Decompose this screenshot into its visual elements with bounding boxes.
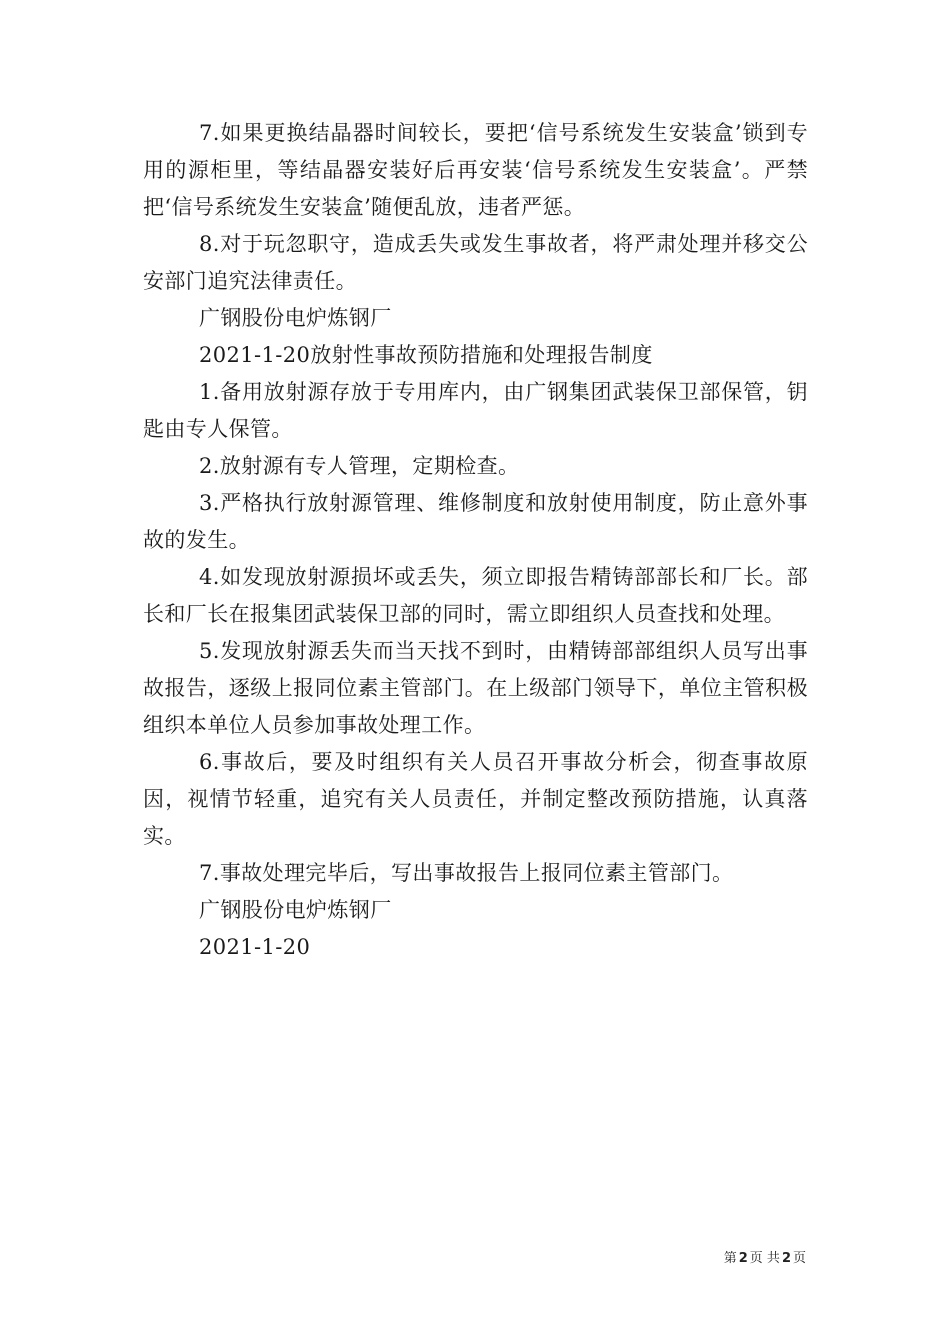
paragraph-item-2: 2.放射源有专人管理，定期检查。 xyxy=(199,454,520,478)
document-body xyxy=(143,115,808,966)
signature-organization: 广钢股份电炉炼钢厂 xyxy=(199,306,392,330)
total-page-number: 2 xyxy=(781,1251,791,1266)
current-page-number: 2 xyxy=(738,1251,748,1266)
footer-middle: 页 共 xyxy=(749,1251,780,1266)
paragraph-item-1: 1.备用放射源存放于专用库内，由广钢集团武装保卫部保管，钥匙由专人保管。 xyxy=(143,380,808,441)
paragraph-item-6: 6.事故后，要及时组织有关人员召开事故分析会，彻查事故原因，视情节轻重，追究有关人员责任，并制定整改预防措施，认真落实。 xyxy=(143,750,808,848)
footer-suffix: 页 xyxy=(792,1251,806,1266)
paragraph-item-7-report: 7.事故处理完毕后，写出事故报告上报同位素主管部门。 xyxy=(199,861,734,885)
paragraph-item-5: 5.发现放射源丢失而当天找不到时，由精铸部部组织人员写出事故报告，逐级上报同位素主管部门。在上级部门领导下，单位主管积极组织本单位人员参加事故处理工作。 xyxy=(143,639,808,737)
paragraph-item-4: 4.如发现放射源损坏或丢失，须立即报告精铸部部长和厂长。部长和厂长在报集团武装保卫部的同时，需立即组织人员查找和处理。 xyxy=(143,565,808,626)
paragraph-item-3: 3.严格执行放射源管理、维修制度和放射使用制度，防止意外事故的发生。 xyxy=(143,491,808,552)
paragraph-item-8-negligence: 8.对于玩忽职守，造成丢失或发生事故者，将严肃处理并移交公安部门追究法律责任。 xyxy=(143,232,808,293)
signature-date: 2021-1-20 xyxy=(199,935,311,959)
footer-prefix: 第 xyxy=(723,1251,737,1266)
signature-organization-2: 广钢股份电炉炼钢厂 xyxy=(199,898,392,922)
paragraph-item-7-signal-box: 7.如果更换结晶器时间较长，要把‘信号系统发生安装盒’锁到专用的源柜里，等结晶器安装好后再安装‘信号系统发生安装盒’。严禁把‘信号系统发生安装盒’随便乱放，违者严惩。 xyxy=(143,121,808,219)
date-and-section-title: 2021-1-20放射性事故预防措施和处理报告制度 xyxy=(199,343,653,367)
page-number-footer xyxy=(724,1247,806,1266)
